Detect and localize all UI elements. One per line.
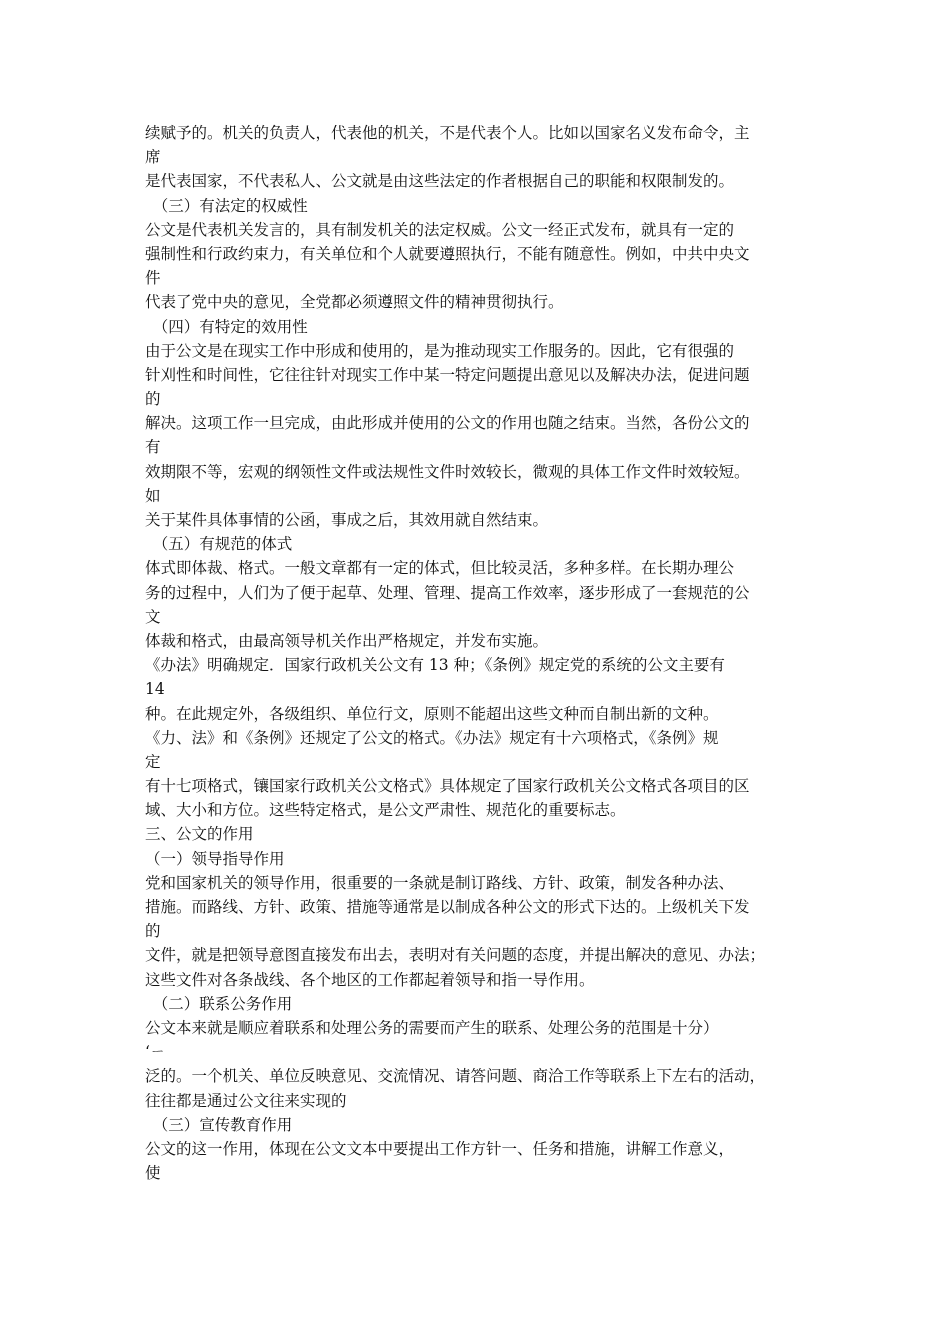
text-line: 件 [145, 269, 161, 288]
text-line: 续赋予的。机关的负责人，代表他的机关，不是代表个人。比如以国家名义发布命令，主 [145, 124, 750, 142]
text-line: 公文的这一作用，体现在公文文本中要提出工作方针一、任务和措施，讲解工作意义， [145, 1139, 735, 1158]
text-line: 体裁和格式，由最高领导机关作出严格规定，并发布实施。 [145, 631, 549, 650]
text-line: 文件，就是把领导意图直接发布出去，表明对有关问题的态度，并提出解决的意见、办法； [145, 946, 766, 965]
section-heading: （一）领导指导作用 [145, 849, 285, 868]
chapter-heading: 三、公文的作用 [145, 825, 254, 844]
text-line: 由于公文是在现实工作中形成和使用的，是为推动现实工作服务的。因此，它有很强的 [145, 341, 735, 360]
text-line: 措施。而路线、方针、政策、措施等通常是以制成各种公文的形式下达的。上级机关下发 [145, 898, 750, 916]
text-line: 14 [145, 680, 165, 699]
text-line: 泛的。一个机关、单位反映意见、交流情况、请答问题、商洽工作等联系上下左右的活动， [145, 1067, 766, 1086]
text-line: 解决。这项工作一旦完成，由此形成并使用的公文的作用也随之结束。当然，各份公文的 [145, 414, 750, 433]
text-line: 《力、法》和《条例》还规定了公文的格式。《办法》规定有十六项格式，《条例》规 [145, 728, 719, 747]
text-line: 效期限不等，宏观的纲领性文件或法规性文件时效较长，微观的具体工作文件时效较短。 [145, 462, 750, 481]
text-line: 往往都是通过公文往来实现的 [145, 1091, 347, 1110]
text-line: ‘ㄧ [145, 1043, 166, 1062]
text-line: 域、大小和方位。这些特定格式，是公文严肃性、规范化的重要标志。 [145, 801, 626, 820]
text-line: 公文本来就是顺应着联系和处理公务的需要而产生的联系、处理公务的范围是十分） [145, 1018, 719, 1037]
text-line: 席 [145, 148, 161, 167]
text-line: 代表了党中央的意见，全党都必须遵照文件的精神贯彻执行。 [145, 293, 564, 312]
text-line: 的 [145, 922, 161, 941]
text-line: 务的过程中，人们为了便于起草、处理、管理、提高工作效率，逐步形成了一套规范的公 [145, 583, 750, 602]
section-heading: （三）宣传教育作用 [145, 1115, 293, 1134]
text-line: 关于某件具体事情的公函，事成之后，其效用就自然结束。 [145, 511, 549, 529]
text-line: 是代表国家，不代表私人、公文就是由这些法定的作者根据自己的职能和权限制发的。 [145, 172, 735, 191]
section-heading: （三）有法定的权威性 [145, 196, 308, 215]
text-line: 使 [145, 1164, 161, 1183]
section-heading: （五）有规范的体式 [145, 535, 293, 554]
section-heading: （二）联系公务作用 [145, 994, 293, 1013]
text-line: 这些文件对各条战线、各个地区的工作都起着领导和指一导作用。 [145, 970, 595, 989]
text-line: 党和国家机关的领导作用，很重要的一条就是制订路线、方针、政策，制发各种办法、 [145, 873, 735, 892]
text-line: 如 [145, 486, 161, 505]
text-line: 有十七项格式，镶国家行政机关公文格式》具体规定了国家行政机关公文格式各项目的区 [145, 777, 750, 796]
text-line: 文 [145, 607, 161, 626]
text-line: 公文是代表机关发言的，具有制发机关的法定权威。公文一经正式发布，就具有一定的 [145, 220, 735, 239]
text-line: 体式即体裁、格式。一般文章都有一定的体式，但比较灵活，多种多样。在长期办理公 [145, 559, 735, 578]
section-heading: （四）有特定的效用性 [145, 317, 308, 336]
text-line: 的 [145, 390, 161, 409]
document-body [145, 121, 810, 1185]
text-line: 《办法》明确规定．国家行政机关公文有 13 种；《条例》规定党的系统的公文主要有 [145, 656, 725, 675]
text-line: 定 [145, 752, 161, 771]
text-line: 强制性和行政约束力，有关单位和个人就要遵照执行，不能有随意性。例如，中共中央文 [145, 244, 750, 263]
text-line: 有 [145, 438, 161, 457]
text-line: 种。在此规定外，各级组织、单位行文，原则不能超出这些文种而自制出新的文种。 [145, 704, 719, 723]
text-line: 针刈性和时间性，它往往针对现实工作中某一特定问题提出意见以及解决办法，促进问题 [145, 365, 750, 384]
